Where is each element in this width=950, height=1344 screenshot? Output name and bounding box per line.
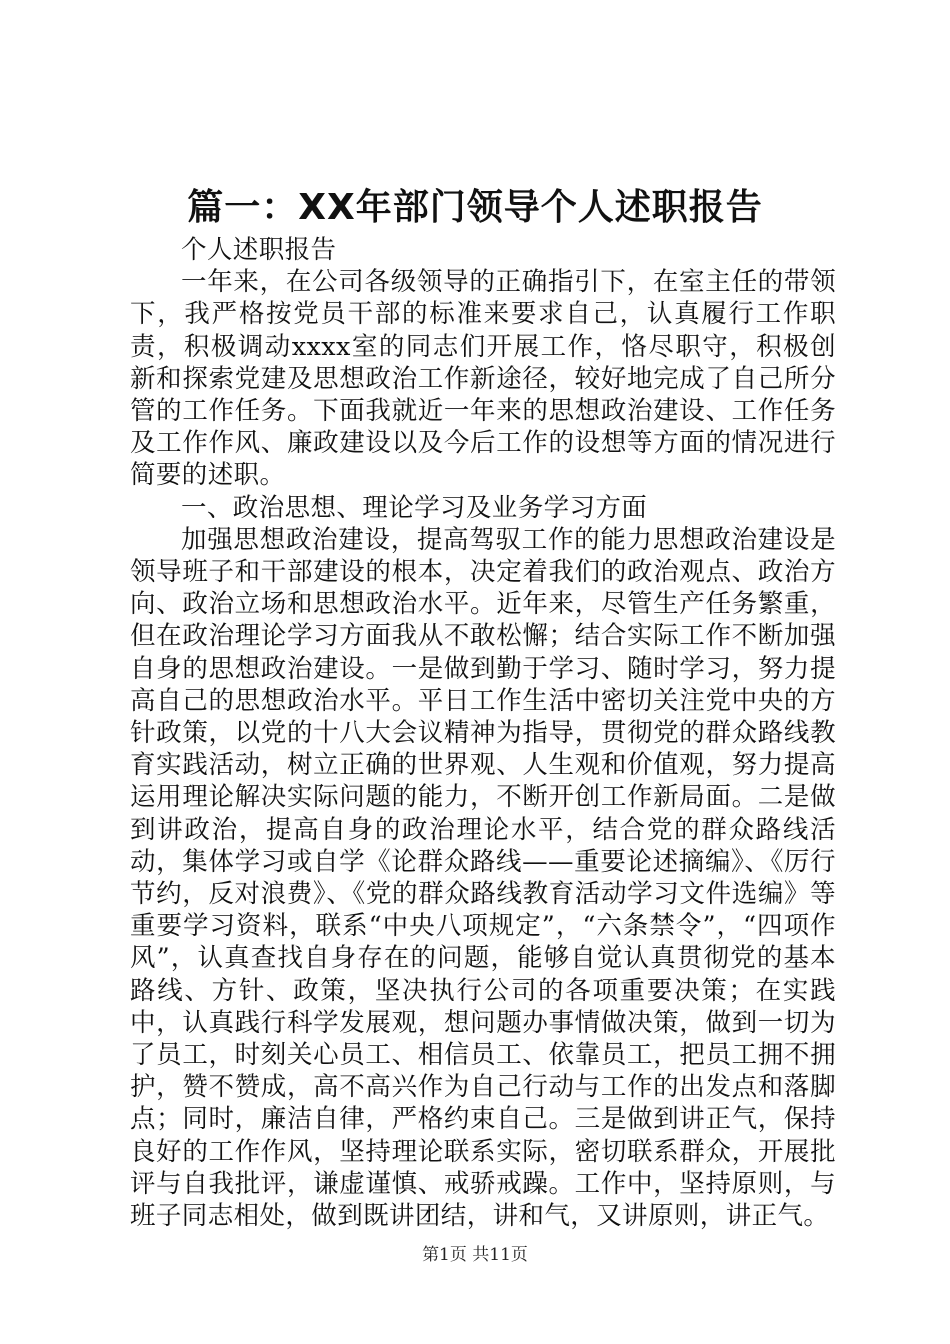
paragraph-intro: 一年来，在公司各级领导的正确指引下，在室主任的带领下，我严格按党员干部的标准来要求自己，认真履行工作职责，积极调动xxxx室的同志们开展工作，恪尽职守，积极创新和探索党建及思想政治工作新途径，较好地完成了自己所分管的工作任务。下面我就近一年来的思想政治建设、工作任务及工作作风、廉政建设以及今后工作的设想等方面的情况进行简要的述职。 — [130, 267, 836, 491]
document-title: 篇一：XX年部门领导个人述职报告 — [187, 187, 763, 228]
paragraph-political-study: 加强思想政治建设，提高驾驭工作的能力思想政治建设是领导班子和干部建设的根本，决定着我们的政治观点、政治方向、政治立场和思想政治水平。近年来，尽管生产任务繁重，但在政治理论学习方面我从不敢松懈；结合实际工作不断加强自身的思想政治建设。一是做到勤于学习、随时学习，努力提高自己的思想政治水平。平日工作生活中密切关注党中央的方针政策，以党的十八大会议精神为指导，贯彻党的群众路线教育实践活动，树立正确的世界观、人生观和价值观，努力提高运用理论解决实际问题的能力，不断开创工作新局面。二是做到讲政治，提高自身的政治理论水平，结合党的群众路线活动，集体学习或自学《论群众路线——重要论述摘编》、《厉行节约，反对浪费》、《党的群众路线教育活动学习文件选编》等重要学习资料，联系“中央八项规定”，“六条禁令”，“四项作风”，认真查找自身存在的问题，能够自觉认真贯彻党的基本路线、方针、政策，坚决执行公司的各项重要决策；在实践中，认真践行科学发展观，想问题办事情做决策，做到一切为了员工，时刻关心员工、相信员工、依靠员工，把员工拥不拥护，赞不赞成，高不高兴作为自己行动与工作的出发点和落脚点；同时，廉洁自律，严格约束自己。三是做到讲正气，保持良好的工作作风，坚持理论联系实际，密切联系群众，开展批评与自我批评，谦虚谨慎、戒骄戒躁。工作中，坚持原则，与班子同志相处，做到既讲团结，讲和气，又讲原则，讲正气。 — [130, 524, 836, 1232]
document-body — [130, 234, 836, 1232]
section-heading-political-study: 一、政治思想、理论学习及业务学习方面 — [181, 492, 648, 523]
paragraph-report-label: 个人述职报告 — [181, 235, 337, 265]
page-number-footer: 第1页 共11页 — [422, 1245, 528, 1265]
